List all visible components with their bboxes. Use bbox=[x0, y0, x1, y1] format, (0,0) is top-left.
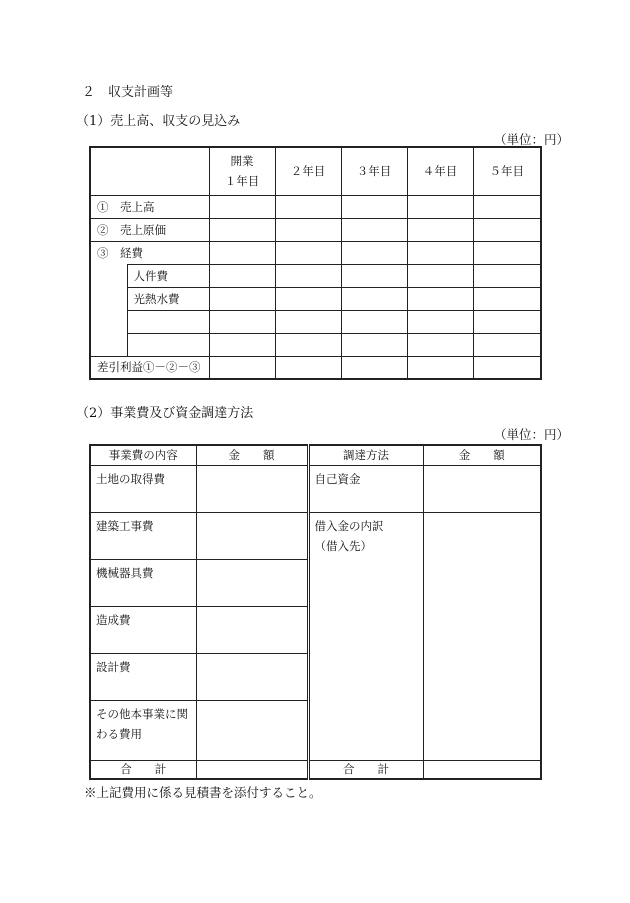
header-year-4: ４年目 bbox=[407, 147, 473, 195]
lender-label: （借入先） bbox=[314, 538, 372, 553]
row-label-labor: 人件費 bbox=[127, 264, 209, 287]
row-label-cost-of-sales: ② 売上原価 bbox=[90, 218, 209, 241]
item-other-line-1: その他本事業に関 bbox=[96, 706, 188, 721]
item-construction: 建築工事費 bbox=[90, 512, 196, 559]
total-label-left: 合 計 bbox=[90, 760, 196, 779]
subsection-title-sales: （1）売上高、収支の見込み bbox=[76, 114, 241, 129]
header-expense-item: 事業費の内容 bbox=[90, 445, 196, 465]
subsection-title-funding: （2）事業費及び資金調達方法 bbox=[76, 406, 254, 421]
table-row bbox=[90, 287, 541, 310]
item-design: 設計費 bbox=[90, 653, 196, 700]
unit-label-2: （単位：円） bbox=[494, 427, 570, 442]
table-row bbox=[90, 356, 541, 379]
table-header-row bbox=[90, 445, 541, 465]
table-row bbox=[90, 333, 541, 356]
table-row bbox=[90, 465, 541, 512]
table-row bbox=[90, 310, 541, 333]
item-own-funds: 自己資金 bbox=[308, 465, 423, 512]
loan-breakdown-label: 借入金の内訳 bbox=[314, 518, 384, 533]
item-land: 土地の取得費 bbox=[90, 465, 196, 512]
table-row bbox=[90, 512, 541, 559]
item-other-line-2: わる費用 bbox=[96, 726, 142, 741]
item-other bbox=[90, 700, 196, 760]
header-year-1-label: １年目 bbox=[224, 174, 260, 189]
table-header-row bbox=[90, 147, 541, 195]
loan-amount-cell bbox=[423, 512, 541, 760]
item-loan-breakdown bbox=[308, 512, 423, 760]
table-total-row bbox=[90, 760, 541, 779]
header-amount-left: 金 額 bbox=[196, 445, 308, 465]
total-label-right: 合 計 bbox=[308, 760, 423, 779]
section-title: ２ 収支計画等 bbox=[82, 85, 174, 100]
header-year-3: ３年目 bbox=[341, 147, 407, 195]
row-label-sales: ① 売上高 bbox=[90, 195, 209, 218]
table-row bbox=[90, 264, 541, 287]
row-label-profit: 差引利益①－②－③ bbox=[90, 356, 209, 379]
header-funding-method: 調達方法 bbox=[308, 445, 423, 465]
header-year-1 bbox=[209, 147, 275, 195]
attachment-note: ※上記費用に係る見積書を添付すること。 bbox=[84, 785, 322, 800]
row-label-utilities: 光熱水費 bbox=[127, 287, 209, 310]
item-site-preparation: 造成費 bbox=[90, 606, 196, 653]
row-label-expenses: ③ 経費 bbox=[90, 241, 209, 264]
header-year-5: ５年目 bbox=[473, 147, 541, 195]
table-row bbox=[90, 241, 541, 264]
header-amount-right: 金 額 bbox=[423, 445, 541, 465]
table-row bbox=[90, 218, 541, 241]
header-year-2: ２年目 bbox=[275, 147, 341, 195]
header-year-1-open: 開業 bbox=[230, 154, 254, 169]
header-blank-cell bbox=[90, 147, 209, 195]
table-row bbox=[90, 195, 541, 218]
item-equipment: 機械器具費 bbox=[90, 559, 196, 606]
expenses-indent-cell bbox=[90, 264, 127, 356]
sales-projection-table bbox=[89, 146, 542, 380]
funding-table bbox=[89, 444, 542, 780]
unit-label-1: （単位：円） bbox=[494, 132, 570, 147]
